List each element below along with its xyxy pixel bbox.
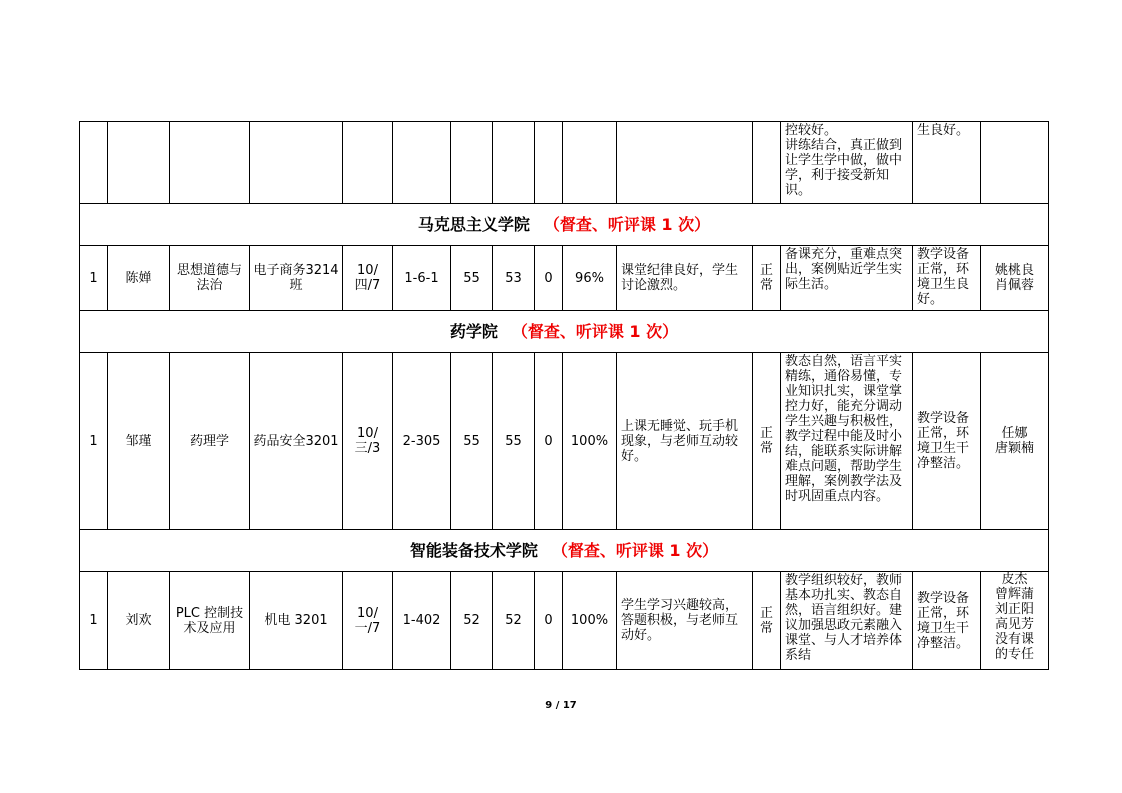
status-cell: 正常 bbox=[753, 246, 781, 311]
status-cell: 正常 bbox=[753, 353, 781, 530]
room-cell: 1-402 bbox=[393, 572, 451, 670]
actual-attend-cell: 55 bbox=[493, 353, 535, 530]
class-cell: 药品安全3201 bbox=[250, 353, 343, 530]
table-row bbox=[80, 572, 1049, 670]
section-title: 智能装备技术学院 bbox=[409, 541, 538, 560]
environment-cell: 教学设备正常，环境卫生干净整洁。 bbox=[913, 353, 981, 530]
absent-cell: 0 bbox=[535, 246, 563, 311]
order-cell: 课堂纪律良好，学生讨论激烈。 bbox=[617, 246, 753, 311]
rate-cell: 100% bbox=[563, 572, 617, 670]
row-number: 1 bbox=[80, 246, 108, 311]
row-number: 1 bbox=[80, 353, 108, 530]
teacher-cell: 邹瑾 bbox=[108, 353, 170, 530]
section-title: 马克思主义学院 bbox=[417, 215, 530, 234]
environment-cell: 教学设备正常，环境卫生良好。 bbox=[913, 246, 981, 311]
feedback-cell: 教学组织较好，教师基本功扎实、教态自然，语言组织好。建议加强思政元素融入课堂、与人才培养体系结 bbox=[781, 572, 913, 670]
should-attend-cell: 55 bbox=[451, 353, 493, 530]
room-cell: 1-6-1 bbox=[393, 246, 451, 311]
inspectors-cell: 皮杰 曾辉蒲 刘正阳 高见芳 没有课 的专任 bbox=[981, 572, 1049, 670]
row-number: 1 bbox=[80, 572, 108, 670]
course-cell: PLC 控制技术及应用 bbox=[170, 572, 250, 670]
class-cell: 电子商务3214 班 bbox=[250, 246, 343, 311]
order-cell: 学生学习兴趣较高，答题积极，与老师互动好。 bbox=[617, 572, 753, 670]
should-attend-cell: 55 bbox=[451, 246, 493, 311]
course-cell: 思想道德与法治 bbox=[170, 246, 250, 311]
feedback-cell: 控较好。 讲练结合，真正做到让学生学中做，做中学，利于接受新知识。 bbox=[781, 122, 913, 204]
section-note: （督查、听评课 1 次） bbox=[551, 541, 719, 560]
status-cell: 正常 bbox=[753, 572, 781, 670]
feedback-cell: 备课充分，重难点突出，案例贴近学生实际生活。 bbox=[781, 246, 913, 311]
class-cell: 机电 3201 bbox=[250, 572, 343, 670]
absent-cell: 0 bbox=[535, 353, 563, 530]
inspectors-cell: 任娜 唐颖楠 bbox=[981, 353, 1049, 530]
date-cell: 10/四/7 bbox=[343, 246, 393, 311]
teacher-cell: 陈婵 bbox=[108, 246, 170, 311]
actual-attend-cell: 52 bbox=[493, 572, 535, 670]
should-attend-cell: 52 bbox=[451, 572, 493, 670]
section-header bbox=[80, 204, 1049, 246]
environment-cell: 教学设备正常，环境卫生干净整洁。 bbox=[913, 572, 981, 670]
date-cell: 10/三/3 bbox=[343, 353, 393, 530]
inspectors-cell: 姚桃良 肖佩蓉 bbox=[981, 246, 1049, 311]
feedback-cell: 教态自然，语言平实精练，通俗易懂，专业知识扎实，课堂掌控力好，能充分调动学生兴趣与积极性，教学过程中能及时小结，能联系实际讲解难点问题，帮助学生理解，案例教学法及时巩固重点内容。 bbox=[781, 353, 913, 530]
section-header bbox=[80, 530, 1049, 572]
page-number: 9 / 17 bbox=[545, 700, 577, 711]
rate-cell: 96% bbox=[563, 246, 617, 311]
course-cell: 药理学 bbox=[170, 353, 250, 530]
environment-cell: 生良好。 bbox=[913, 122, 981, 204]
section-note: （督查、听评课 1 次） bbox=[511, 322, 679, 341]
table-row bbox=[80, 122, 1049, 204]
room-cell: 2-305 bbox=[393, 353, 451, 530]
section-title: 药学院 bbox=[449, 322, 498, 341]
section-header bbox=[80, 311, 1049, 353]
actual-attend-cell: 53 bbox=[493, 246, 535, 311]
table-row bbox=[80, 353, 1049, 530]
date-cell: 10/一/7 bbox=[343, 572, 393, 670]
table-row bbox=[80, 246, 1049, 311]
teacher-cell: 刘欢 bbox=[108, 572, 170, 670]
absent-cell: 0 bbox=[535, 572, 563, 670]
section-note: （督查、听评课 1 次） bbox=[543, 215, 711, 234]
order-cell: 上课无睡觉、玩手机现象，与老师互动较好。 bbox=[617, 353, 753, 530]
rate-cell: 100% bbox=[563, 353, 617, 530]
inspection-table bbox=[79, 121, 1049, 670]
